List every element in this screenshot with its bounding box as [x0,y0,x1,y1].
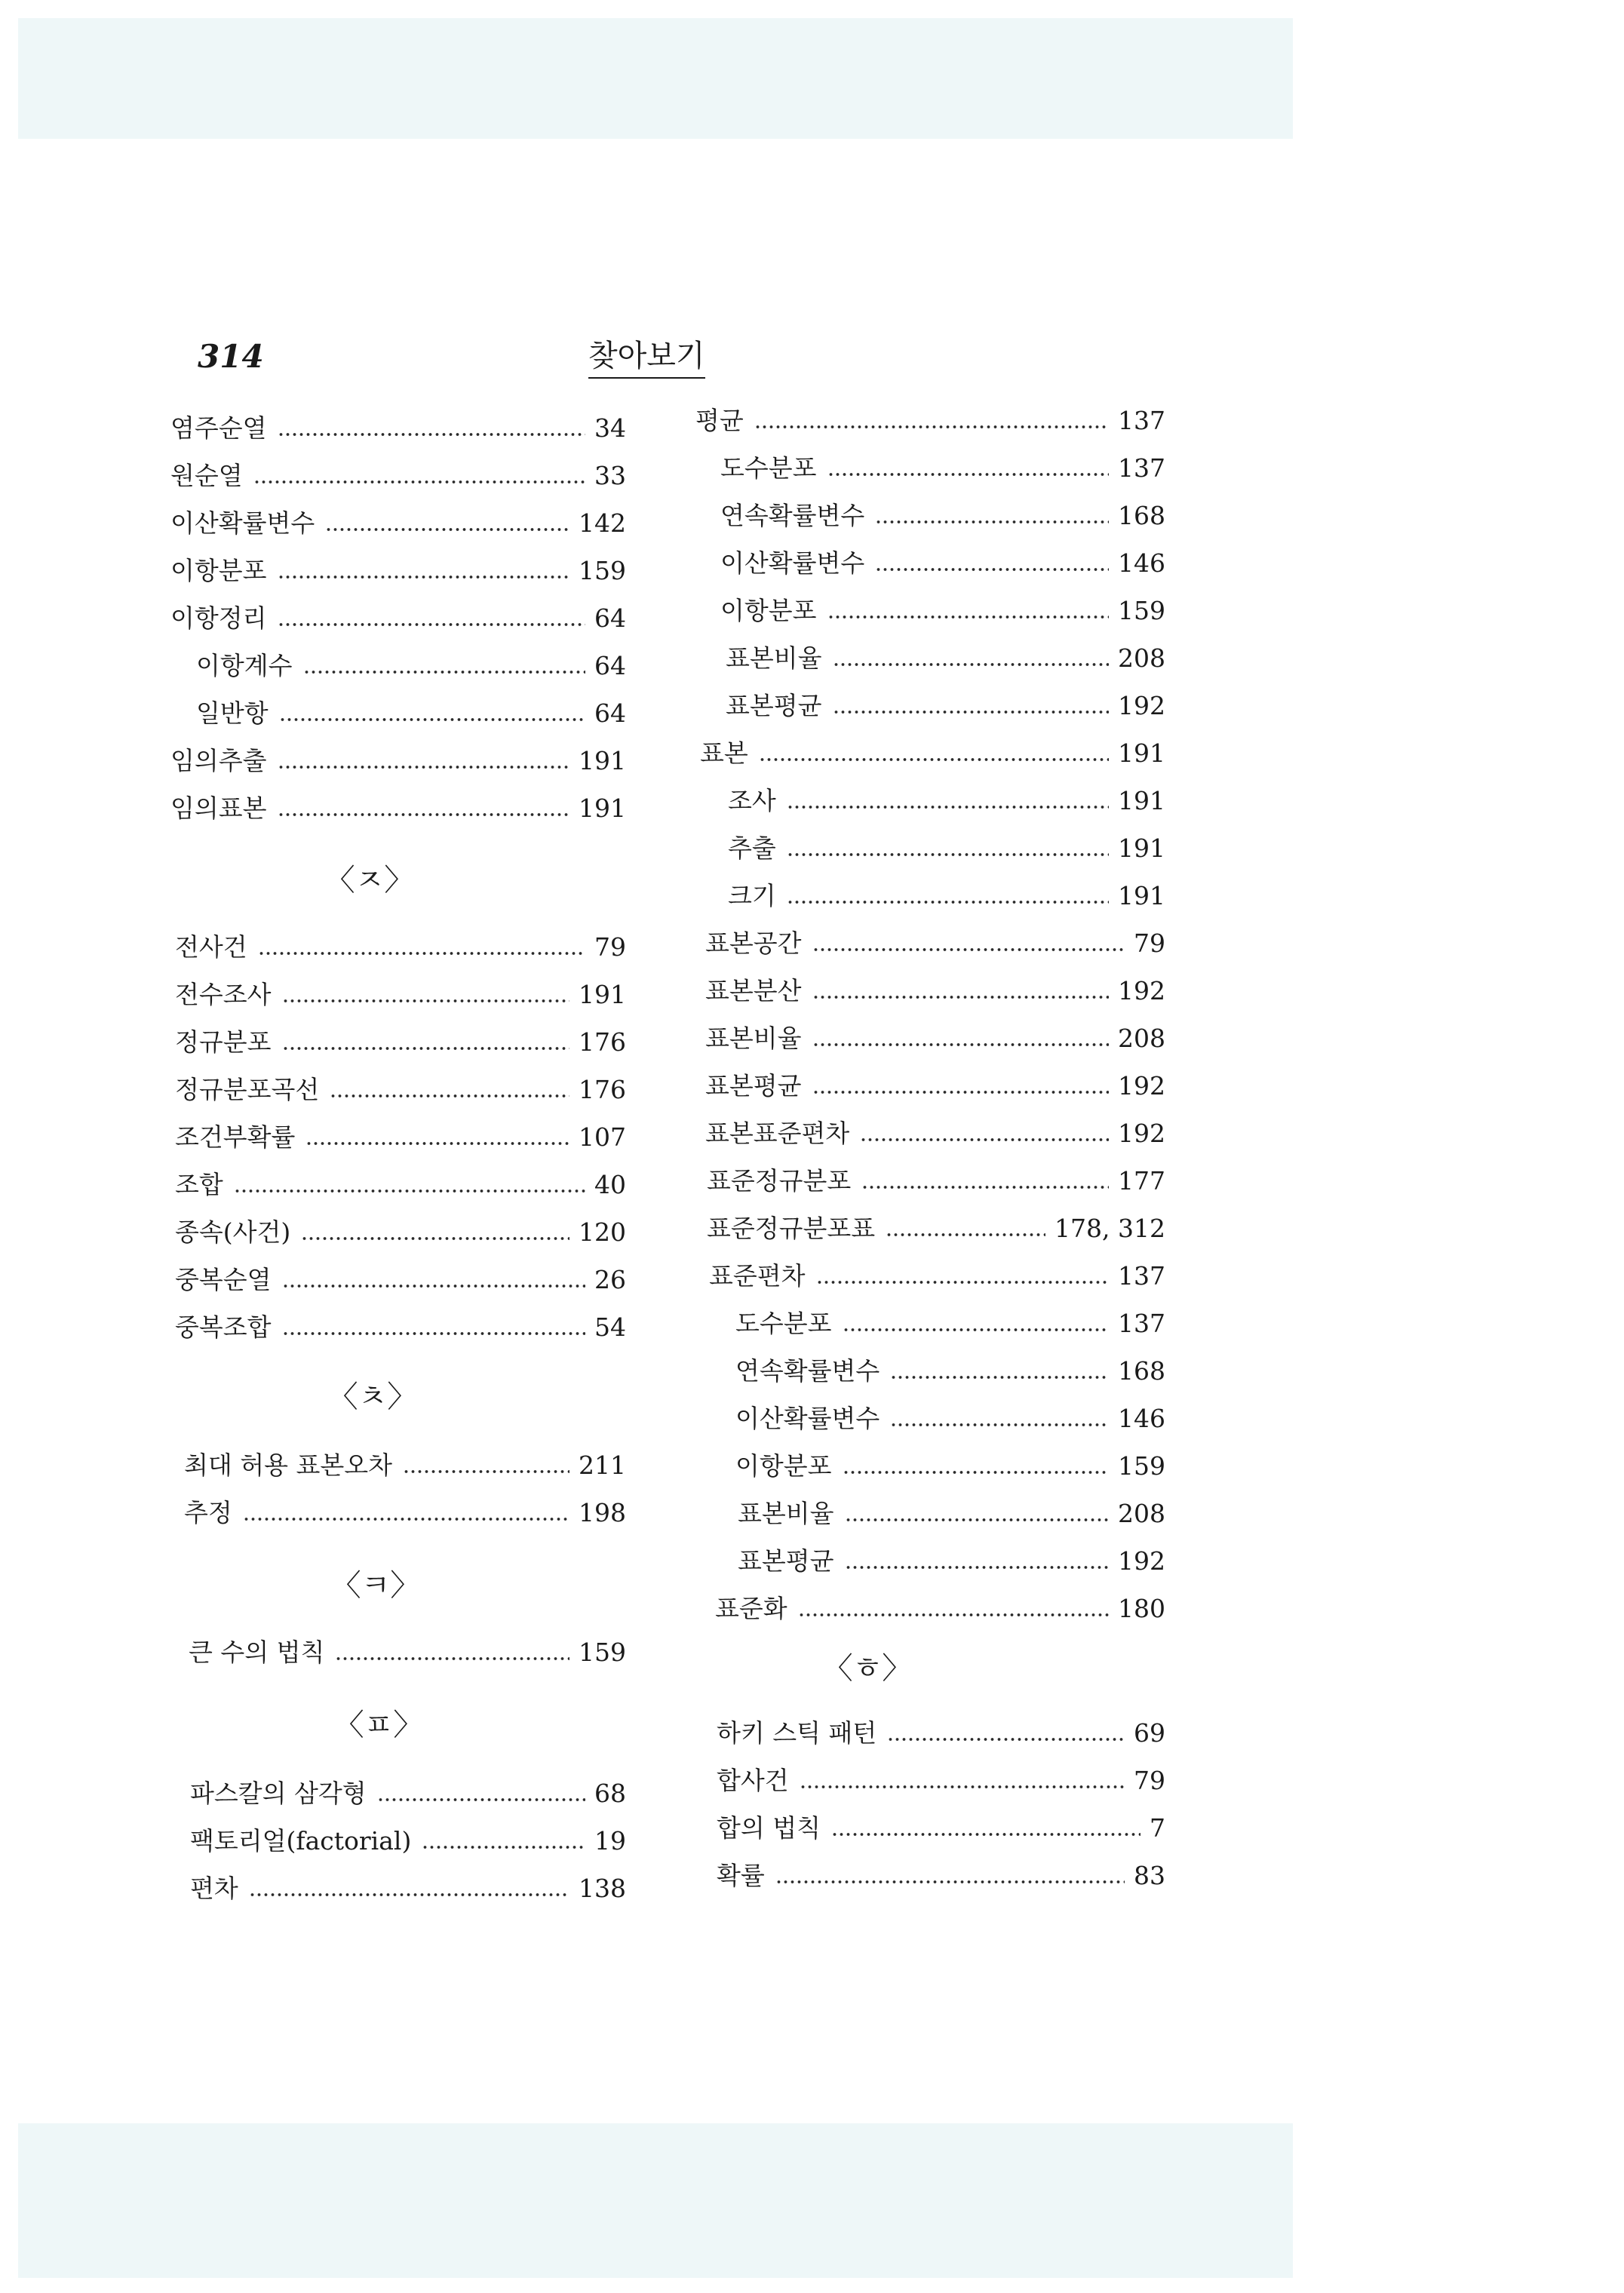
index-page-number: 192 [1118,1071,1165,1100]
index-entry [695,400,1165,436]
index-term: 도수분포 [735,1309,832,1338]
index-page-number: 137 [1118,406,1165,435]
index-page-number: 146 [1118,548,1165,578]
index-entry [720,590,1165,626]
index-page-number: 192 [1118,1119,1165,1148]
index-term: 조건부확률 [175,1122,296,1152]
index-term: 이항분포 [720,596,817,625]
index-page-number: 208 [1118,643,1165,673]
index-term: 연속확률변수 [735,1356,880,1386]
index-page-number: 191 [579,980,626,1009]
index-page-number: 159 [1118,596,1165,625]
index-entry [705,1018,1165,1054]
dot-leader [812,1091,1109,1094]
index-entry [738,1493,1165,1529]
index-page-number: 191 [1118,738,1165,768]
index-term: 이항계수 [196,651,293,680]
index-term: 이산확률변수 [735,1404,880,1433]
index-page-number: 26 [594,1265,626,1294]
index-page-number: 142 [579,508,626,538]
dot-leader [812,1043,1109,1046]
section-heading-kieuk: 〈ㅋ〉 [330,1568,421,1603]
index-entry [700,732,1165,769]
dot-leader [887,1738,1125,1741]
index-entry [735,1398,1165,1434]
dot-leader [860,1138,1109,1141]
index-term: 연속확률변수 [720,501,865,530]
dot-leader [775,1880,1125,1883]
index-entry [726,685,1165,721]
index-page-number: 177 [1118,1166,1165,1196]
index-entry [738,1540,1165,1576]
index-term: 최대 허용 표본오차 [184,1450,393,1480]
index-page-number: 54 [594,1312,626,1342]
index-term: 임의표본 [170,793,267,823]
index-term: 표준화 [715,1594,787,1623]
index-term: 이항분포 [735,1451,832,1481]
dot-leader [827,615,1109,619]
index-term: 표본 [700,738,748,768]
index-term: 중복조합 [175,1312,272,1342]
index-entry [705,922,1165,959]
index-entry [720,447,1165,483]
index-page-number: 192 [1118,691,1165,720]
index-term: 염주순열 [170,413,267,443]
dot-leader [833,663,1109,666]
page-number: 314 [198,338,264,375]
index-term: 합의 법칙 [717,1813,821,1843]
index-page-number: 138 [579,1874,626,1903]
index-page-number: 159 [579,1638,626,1667]
index-page-number: 198 [579,1498,626,1527]
index-entry [720,542,1165,579]
index-entry [735,1303,1165,1339]
index-page-number: 176 [579,1075,626,1104]
index-page-number: 137 [1118,1309,1165,1338]
index-term: 원순열 [170,461,243,490]
index-page-number: 211 [579,1450,626,1480]
dot-leader [800,1785,1125,1788]
dot-leader [812,996,1109,999]
index-entry [717,1855,1165,1891]
index-page-number: 159 [1118,1451,1165,1481]
dot-leader [798,1613,1109,1616]
index-term: 표본평균 [726,691,822,720]
index-entry [717,1760,1165,1796]
index-term: 전수조사 [175,980,272,1009]
index-page-number: 64 [594,651,626,680]
index-entry [735,1350,1165,1386]
index-term: 평균 [695,406,744,435]
index-term: 파스칼의 삼각형 [190,1779,367,1808]
index-page-number: 178, 312 [1055,1214,1165,1243]
dot-leader [787,901,1109,904]
index-page-number: 19 [594,1826,626,1856]
index-term: 임의추출 [170,746,267,775]
dot-leader [875,520,1109,523]
index-term: 이산확률변수 [720,548,865,578]
index-term: 표본분산 [705,976,802,1005]
index-term: 표본비율 [738,1499,834,1528]
index-term: 확률 [717,1861,765,1890]
index-entry [726,637,1165,674]
index-entry [735,1445,1165,1481]
index-page-number: 191 [1118,881,1165,910]
index-term: 표본표준편차 [705,1119,850,1148]
dot-leader [886,1233,1045,1236]
index-page-number: 83 [1134,1861,1165,1890]
index-term: 이항정리 [170,603,267,633]
dot-leader [845,1566,1109,1569]
index-page-number: 192 [1118,1546,1165,1576]
index-page-number: 68 [594,1779,626,1808]
index-page-number: 120 [579,1217,626,1247]
dot-leader [845,1518,1109,1521]
index-term: 하키 스틱 패턴 [717,1718,877,1748]
index-entry [705,1113,1165,1149]
index-term: 표준편차 [709,1261,806,1291]
dot-leader [875,568,1109,571]
index-term: 편차 [190,1874,238,1903]
index-entry [728,875,1165,911]
index-term: 추출 [728,833,776,863]
index-term: 합사건 [717,1766,789,1795]
index-term: 표본공간 [705,929,802,958]
dot-leader [833,711,1109,714]
dot-leader [787,853,1109,856]
index-entry [717,1712,1165,1748]
index-entry [728,780,1165,816]
index-term: 전사건 [175,932,247,962]
index-page-number: 208 [1118,1499,1165,1528]
index-term: 중복순열 [175,1265,272,1294]
index-term: 일반항 [196,698,269,728]
index-term: 조합 [175,1170,223,1199]
index-term: 표본평균 [705,1071,802,1100]
index-term: 조사 [728,786,776,815]
index-page-number: 191 [579,746,626,775]
index-page-number: 176 [579,1027,626,1057]
index-term: 표본비율 [705,1024,802,1053]
page-title: 찾아보기 [588,332,705,379]
index-page-number: 137 [1118,453,1165,483]
index-term: 이산확률변수 [170,508,315,538]
index-page-number: 107 [579,1122,626,1152]
index-page-number: 69 [1134,1718,1165,1748]
index-term: 팩토리얼(factorial) [190,1826,412,1856]
index-page-number: 180 [1118,1594,1165,1623]
dot-leader [843,1328,1109,1331]
index-page-number: 168 [1118,1356,1165,1386]
index-entry [720,495,1165,531]
index-term: 표준정규분포 [707,1166,852,1196]
index-page-number: 168 [1118,501,1165,530]
dot-leader [827,473,1109,476]
index-page-number: 79 [594,932,626,962]
dot-leader [861,1186,1109,1189]
index-page-number: 137 [1118,1261,1165,1291]
section-heading-hieut: 〈ㅎ〉 [822,1651,913,1686]
index-entry [705,1065,1165,1101]
dot-leader [890,1423,1109,1426]
index-page-number: 79 [1134,929,1165,958]
index-entry [715,1588,1165,1624]
dot-leader [831,1833,1140,1836]
dot-leader [787,806,1109,809]
index-term: 이항분포 [170,556,267,585]
dot-leader [759,758,1109,761]
index-entry [707,1160,1165,1196]
section-heading-chieut: 〈ㅊ〉 [327,1380,418,1414]
index-page-number: 64 [594,603,626,633]
index-page-number: 146 [1118,1404,1165,1433]
index-term: 정규분포 [175,1027,272,1057]
section-heading-pieup: 〈ㅍ〉 [333,1708,424,1742]
index-page-number: 79 [1134,1766,1165,1795]
index-page-number: 34 [594,413,626,443]
index-page-number: 191 [579,793,626,823]
dot-leader [816,1281,1109,1284]
index-page-number: 208 [1118,1024,1165,1053]
index-term: 종속(사건) [175,1217,291,1247]
index-term: 도수분포 [720,453,817,483]
index-term: 큰 수의 법칙 [189,1638,325,1667]
index-page-number: 192 [1118,976,1165,1005]
index-term: 표본비율 [726,643,822,673]
index-entry [717,1807,1165,1843]
index-term: 크기 [728,881,776,910]
index-page-number: 40 [594,1170,626,1199]
index-page-number: 33 [594,461,626,490]
dot-leader [754,425,1109,428]
index-term: 표준정규분포표 [707,1214,876,1243]
index-entry [705,970,1165,1006]
index-page-number: 64 [594,698,626,728]
dot-leader [890,1376,1109,1379]
index-term: 추정 [184,1498,232,1527]
index-term: 정규분포곡선 [175,1075,320,1104]
section-heading-jieut: 〈ㅈ〉 [324,863,415,898]
index-page-number: 7 [1150,1813,1165,1843]
dot-leader [843,1471,1109,1474]
dot-leader [812,948,1125,951]
index-term: 표본평균 [738,1546,834,1576]
index-page-number: 191 [1118,833,1165,863]
index-entry [728,827,1165,864]
index-entry [707,1208,1165,1244]
index-entry [709,1255,1165,1291]
index-page-number: 191 [1118,786,1165,815]
index-page-number: 159 [579,556,626,585]
